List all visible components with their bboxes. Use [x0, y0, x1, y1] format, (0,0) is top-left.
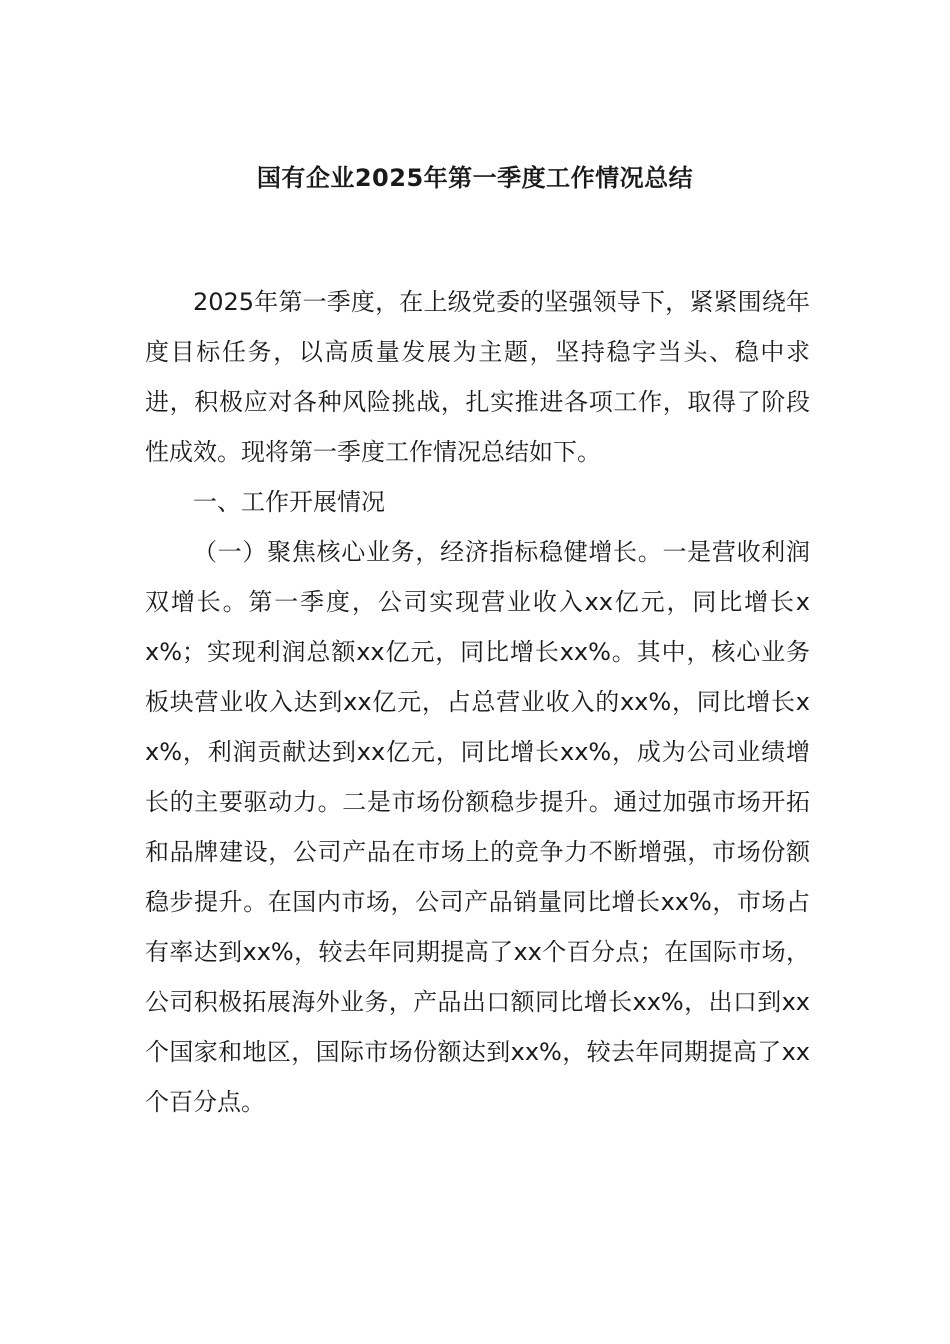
document-body — [145, 277, 810, 1127]
section-heading: 一、工作开展情况 — [193, 488, 385, 516]
document-title: 国有企业2025年第一季度工作情况总结 — [256, 164, 694, 192]
section-item-paragraph: （一）聚焦核心业务，经济指标稳健增长。一是营收利润双增长。第一季度，公司实现营业收入xx亿元，同比增长xx%；实现利润总额xx亿元，同比增长xx%。其中，核心业务板块营业收入达到xx亿元，占总营业收入的xx%，同比增长xx%，利润贡献达到xx亿元，同比增长xx%，成为公司业绩增长的主要驱动力。二是市场份额稳步提升。通过加强市场开拓和品牌建设，公司产品在市场上的竞争力不断增强，市场份额稳步提升。在国内市场，公司产品销量同比增长xx%，市场占有率达到xx%，较去年同期提高了xx个百分点；在国际市场，公司积极拓展海外业务，产品出口额同比增长xx%，出口到xx个国家和地区，国际市场份额达到xx%，较去年同期提高了xx个百分点。 — [145, 538, 810, 1116]
intro-paragraph: 2025年第一季度，在上级党委的坚强领导下，紧紧围绕年度目标任务，以高质量发展为主题，坚持稳字当头、稳中求进，积极应对各种风险挑战，扎实推进各项工作，取得了阶段性成效。现将第一季度工作情况总结如下。 — [145, 288, 810, 466]
